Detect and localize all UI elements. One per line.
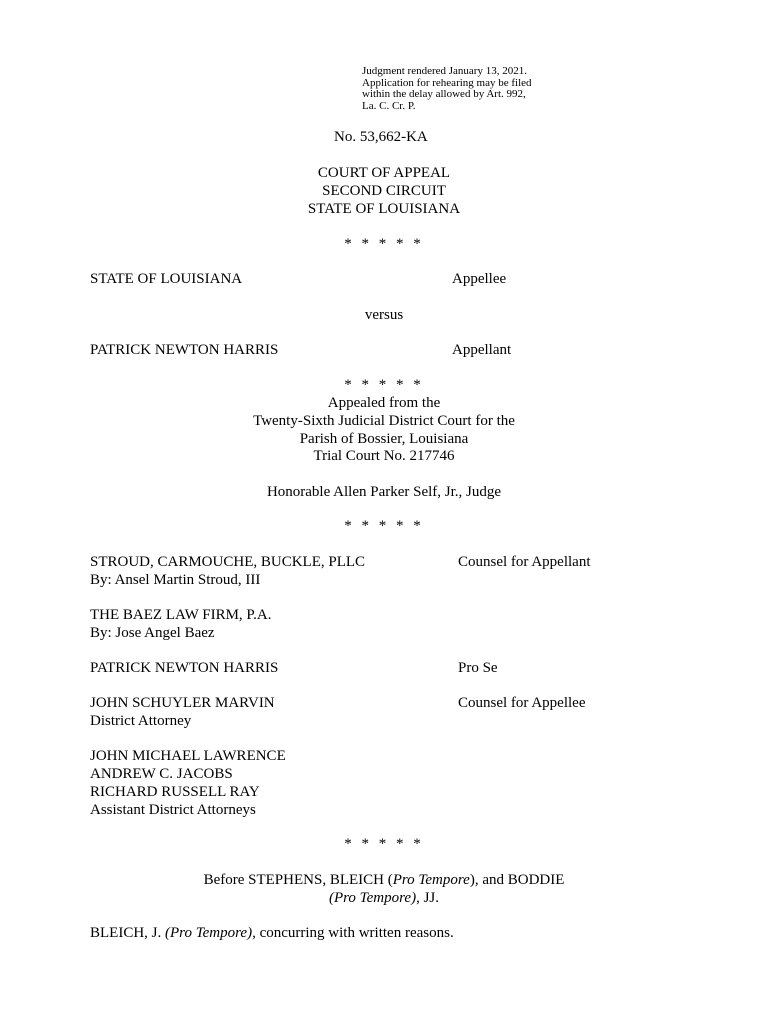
assistant-da-title: Assistant District Attorneys (90, 802, 256, 818)
concurrence-text: concurring with written reasons. (255, 925, 454, 941)
panel-line (0, 871, 768, 889)
separator: * * * * * (344, 518, 424, 534)
notice-line: Judgment rendered January 13, 2021. (362, 65, 527, 77)
appellee-name: STATE OF LOUISIANA (90, 271, 243, 287)
pro-se-name: PATRICK NEWTON HARRIS (90, 660, 279, 676)
counsel-role: Counsel for Appellee (458, 695, 586, 711)
trial-judge: Honorable Allen Parker Self, Jr., Judge (266, 484, 502, 500)
concurrence-judge: BLEICH, J. (90, 925, 165, 941)
panel-text: ), and BODDIE (469, 872, 565, 888)
docket-number: No. 53,662-KA (334, 129, 428, 145)
appeal-origin-line: Appealed from the (327, 395, 441, 411)
trial-court-number: Trial Court No. 217746 (313, 448, 455, 464)
counsel-attorney: By: Jose Angel Baez (90, 625, 215, 641)
assistant-da-name: RICHARD RUSSELL RAY (90, 784, 260, 800)
counsel-role: Counsel for Appellant (458, 554, 591, 570)
pro-tempore-italic: (Pro Tempore), (165, 925, 256, 941)
notice-line: Application for rehearing may be filed (362, 76, 532, 89)
counsel-firm-name: THE BAEZ LAW FIRM, P.A. (90, 607, 272, 623)
separator: * * * * * (344, 236, 424, 252)
separator: * * * * * (344, 836, 424, 852)
panel-line (0, 889, 768, 907)
notice-line: within the delay allowed by Art. 992, (362, 88, 526, 100)
appellant-name: PATRICK NEWTON HARRIS (90, 342, 279, 358)
appellant-role: Appellant (452, 342, 512, 358)
court-name-line: SECOND CIRCUIT (322, 183, 446, 199)
district-attorney-title: District Attorney (90, 713, 192, 729)
counsel-attorney: By: Ansel Martin Stroud, III (90, 572, 261, 588)
concurrence-line (90, 924, 454, 942)
pro-tempore-italic: (Pro Tempore) (328, 890, 417, 906)
appeal-origin-line: Parish of Bossier, Louisiana (299, 431, 469, 447)
pro-tempore-italic: Pro Tempore (392, 872, 470, 888)
court-name-line: STATE OF LOUISIANA (307, 201, 461, 217)
assistant-da-name: JOHN MICHAEL LAWRENCE (90, 748, 286, 764)
district-attorney-name: JOHN SCHUYLER MARVIN (90, 695, 275, 711)
counsel-firm-name: STROUD, CARMOUCHE, BUCKLE, PLLC (90, 554, 366, 570)
notice-line: La. C. Cr. P. (362, 99, 416, 112)
court-name-line: COURT OF APPEAL (317, 165, 451, 181)
separator: * * * * * (344, 377, 424, 393)
pro-se-role: Pro Se (458, 660, 498, 676)
panel-text: Before STEPHENS, BLEICH ( (203, 872, 393, 888)
versus-label: versus (364, 307, 404, 323)
appeal-origin-line: Twenty-Sixth Judicial District Court for the (253, 413, 515, 429)
assistant-da-name: ANDREW C. JACOBS (90, 766, 233, 782)
panel-text: , JJ. (416, 890, 439, 906)
judgment-notice (362, 66, 532, 112)
appellee-role: Appellee (452, 271, 507, 287)
